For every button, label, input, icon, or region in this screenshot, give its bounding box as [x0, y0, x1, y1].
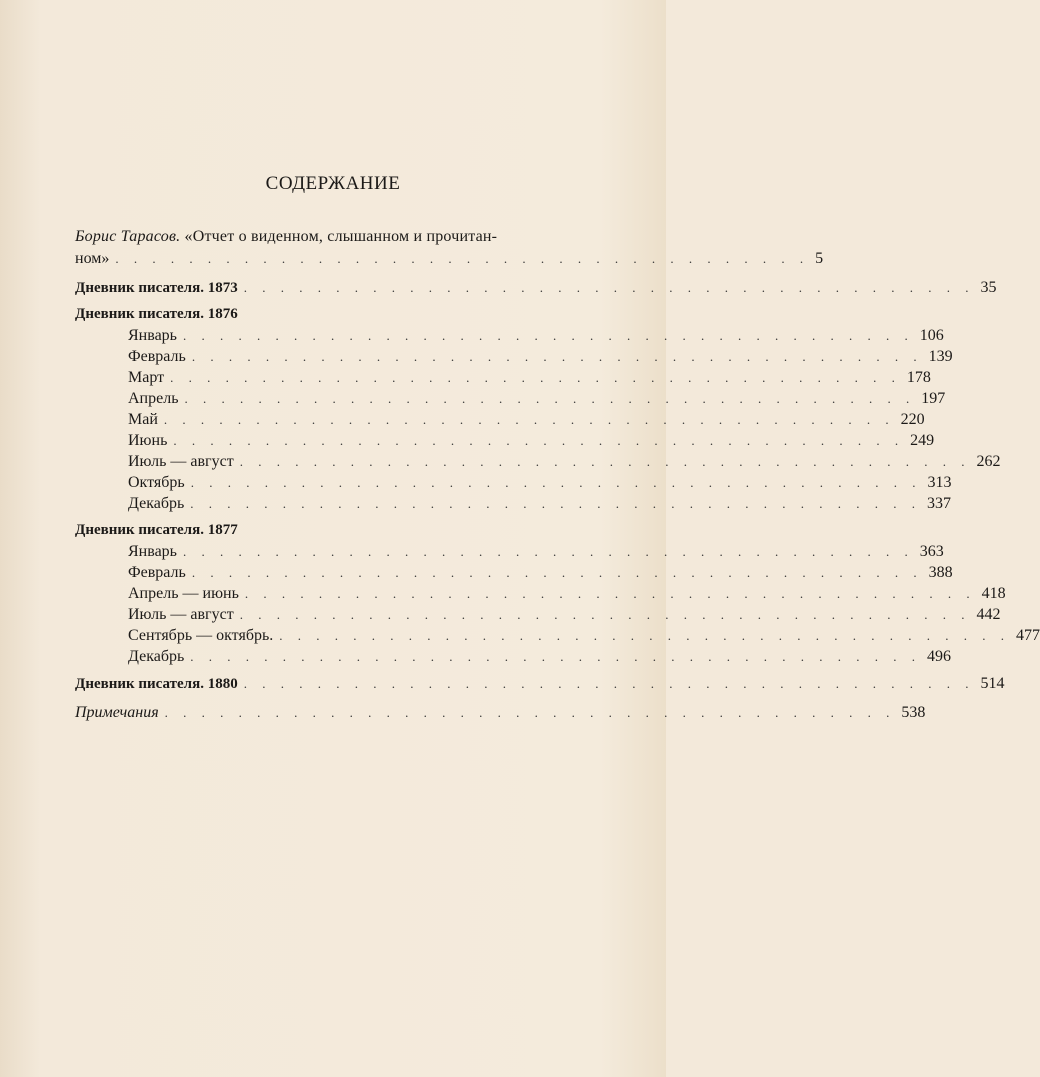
- intro-title-part2: ном»: [75, 250, 110, 267]
- toc-entry-label: Апрель — июнь: [128, 585, 239, 602]
- toc-entry-label: Дневник писателя. 1873: [75, 280, 238, 296]
- leader-dots: . . . . . . . . . . . . . . . . . . . . . . . . . . . . . . . . . . . . . . . .: [243, 280, 975, 295]
- toc-entry: [75, 520, 595, 541]
- intro-entry-line1: [75, 226, 595, 248]
- toc-entry[interactable]: [75, 451, 1001, 472]
- toc-entry-page-number: 313: [927, 474, 952, 491]
- toc-entry[interactable]: [75, 367, 931, 388]
- leader-dots: . . . . . . . . . . . . . . . . . . . . . . . . . . . . . . . . . . . . . . . .: [239, 454, 971, 469]
- page-title: СОДЕРЖАНИЕ: [265, 173, 401, 194]
- toc-entry-page-number: 106: [919, 327, 944, 344]
- toc-entry-label: Февраль: [128, 564, 186, 581]
- toc-entry[interactable]: [75, 673, 1005, 694]
- intro-title-part1: «Отчет о виденном, слышанном и прочитан-: [180, 228, 498, 245]
- toc-entry[interactable]: [75, 493, 952, 514]
- leader-dots: . . . . . . . . . . . . . . . . . . . . . . . . . . . . . . . . . . . . . . . .: [173, 433, 905, 448]
- toc-entry-page-number: 139: [928, 348, 953, 365]
- toc-entry-page-number: 262: [976, 453, 1001, 470]
- toc-entry-label: Январь: [128, 327, 177, 344]
- toc-entry[interactable]: [75, 604, 1001, 625]
- toc-entry-page-number: 496: [927, 648, 952, 665]
- toc-entry[interactable]: [75, 388, 946, 409]
- toc-entry-page-number: 388: [928, 564, 953, 581]
- toc-entry-label: Январь: [128, 543, 177, 560]
- leader-dots: . . . . . . . . . . . . . . . . . . . . . . . . . . . . . . . . . . . . . . . .: [239, 607, 971, 622]
- toc-entry-page-number: 363: [919, 543, 944, 560]
- leader-dots: . . . . . . . . . . . . . . . . . . . . . . . . . . . . . . . . . . . . . . . .: [190, 496, 922, 511]
- toc-entry-page-number: 220: [900, 411, 925, 428]
- table-of-contents: [75, 226, 1040, 723]
- toc-entry-label: Май: [128, 411, 158, 428]
- toc-entry: [75, 304, 595, 325]
- leader-dots: . . . . . . . . . . . . . . . . . . . . . . . . . . . . . . . . . . . . . . . .: [182, 328, 914, 343]
- toc-entry[interactable]: [75, 430, 935, 451]
- toc-entry[interactable]: [75, 702, 926, 723]
- leader-dots: . . . . . . . . . . . . . . . . . . . . . . . . . . . . . . . . . . . . . . . .: [182, 544, 914, 559]
- toc-entry-page-number: 514: [980, 675, 1005, 692]
- toc-entry-page-number: 538: [901, 704, 926, 721]
- toc-entry-page-number: 249: [910, 432, 935, 449]
- toc-entry[interactable]: [75, 646, 952, 667]
- toc-entries: [75, 277, 1040, 723]
- intro-entry-line2[interactable]: [75, 248, 824, 269]
- leader-dots: . . . . . . . . . . . . . . . . . . . . . . . . . . . . . . . . . . . . . . . .: [170, 370, 901, 385]
- toc-entry-label: Дневник писателя. 1876: [75, 306, 238, 322]
- leader-dots: . . . . . . . . . . . . . . . . . . . . . . . . . . . . . . . . . . . . . . . .: [243, 676, 975, 691]
- toc-entry-label: Декабрь: [128, 648, 185, 665]
- toc-entry-label: Июнь: [128, 432, 168, 449]
- leader-dots: . . . . . . . . . . . . . . . . . . . . . . . . . . . . . . . . . . . . . . . .: [279, 628, 1010, 643]
- toc-entry[interactable]: [75, 625, 1040, 646]
- toc-entry-label: Февраль: [128, 348, 186, 365]
- intro-author: Борис Тарасов.: [75, 228, 181, 245]
- toc-entry-label: Декабрь: [128, 495, 185, 512]
- toc-entry-label: Примечания: [75, 704, 159, 721]
- leader-dots: . . . . . . . . . . . . . . . . . . . . . . . . . . . . . . . . . . . . . . . .: [190, 475, 922, 490]
- toc-entry-page-number: 477: [1016, 627, 1040, 644]
- toc-entry-label: Дневник писателя. 1877: [75, 522, 238, 538]
- leader-dots: . . . . . . . . . . . . . . . . . . . . . . . . . . . . . . . . . . . . . . . .: [191, 349, 923, 364]
- toc-entry-page-number: 197: [921, 390, 946, 407]
- toc-entry-page-number: 178: [906, 369, 931, 386]
- toc-entry[interactable]: [75, 346, 953, 367]
- toc-entry-label: Дневник писателя. 1880: [75, 676, 238, 692]
- toc-entry-page-number: 418: [981, 585, 1006, 602]
- toc-entry-page-number: 337: [927, 495, 952, 512]
- toc-entry-label: Июль — август: [128, 453, 234, 470]
- toc-entry-page-number: 35: [980, 279, 997, 296]
- intro-page-number: 5: [815, 250, 824, 267]
- toc-entry-label: Октябрь: [128, 474, 185, 491]
- toc-entry[interactable]: [75, 472, 952, 493]
- leader-dots: . . . . . . . . . . . . . . . . . . . . . . . . . . . . . . . . . . . . . . . .: [244, 586, 976, 601]
- toc-entry[interactable]: [75, 277, 997, 298]
- toc-entry-label: Июль — август: [128, 606, 234, 623]
- leader-dots: . . . . . . . . . . . . . . . . . . . . . . . . . . . . . . . . . . . . . .: [115, 251, 810, 266]
- leader-dots: . . . . . . . . . . . . . . . . . . . . . . . . . . . . . . . . . . . . . . . .: [190, 649, 922, 664]
- toc-entry-label: Сентябрь — октябрь.: [128, 627, 274, 644]
- toc-entry-label: Апрель: [128, 390, 179, 407]
- toc-entry[interactable]: [75, 583, 1006, 604]
- toc-entry-label: Март: [128, 369, 165, 386]
- toc-entry[interactable]: [75, 325, 944, 346]
- leader-dots: . . . . . . . . . . . . . . . . . . . . . . . . . . . . . . . . . . . . . . . .: [191, 565, 923, 580]
- leader-dots: . . . . . . . . . . . . . . . . . . . . . . . . . . . . . . . . . . . . . . . .: [163, 412, 895, 427]
- toc-entry[interactable]: [75, 409, 925, 430]
- toc-entry[interactable]: [75, 541, 944, 562]
- leader-dots: . . . . . . . . . . . . . . . . . . . . . . . . . . . . . . . . . . . . . . . .: [184, 391, 916, 406]
- toc-entry[interactable]: [75, 562, 953, 583]
- leader-dots: . . . . . . . . . . . . . . . . . . . . . . . . . . . . . . . . . . . . . . . .: [164, 705, 896, 720]
- toc-entry-page-number: 442: [976, 606, 1001, 623]
